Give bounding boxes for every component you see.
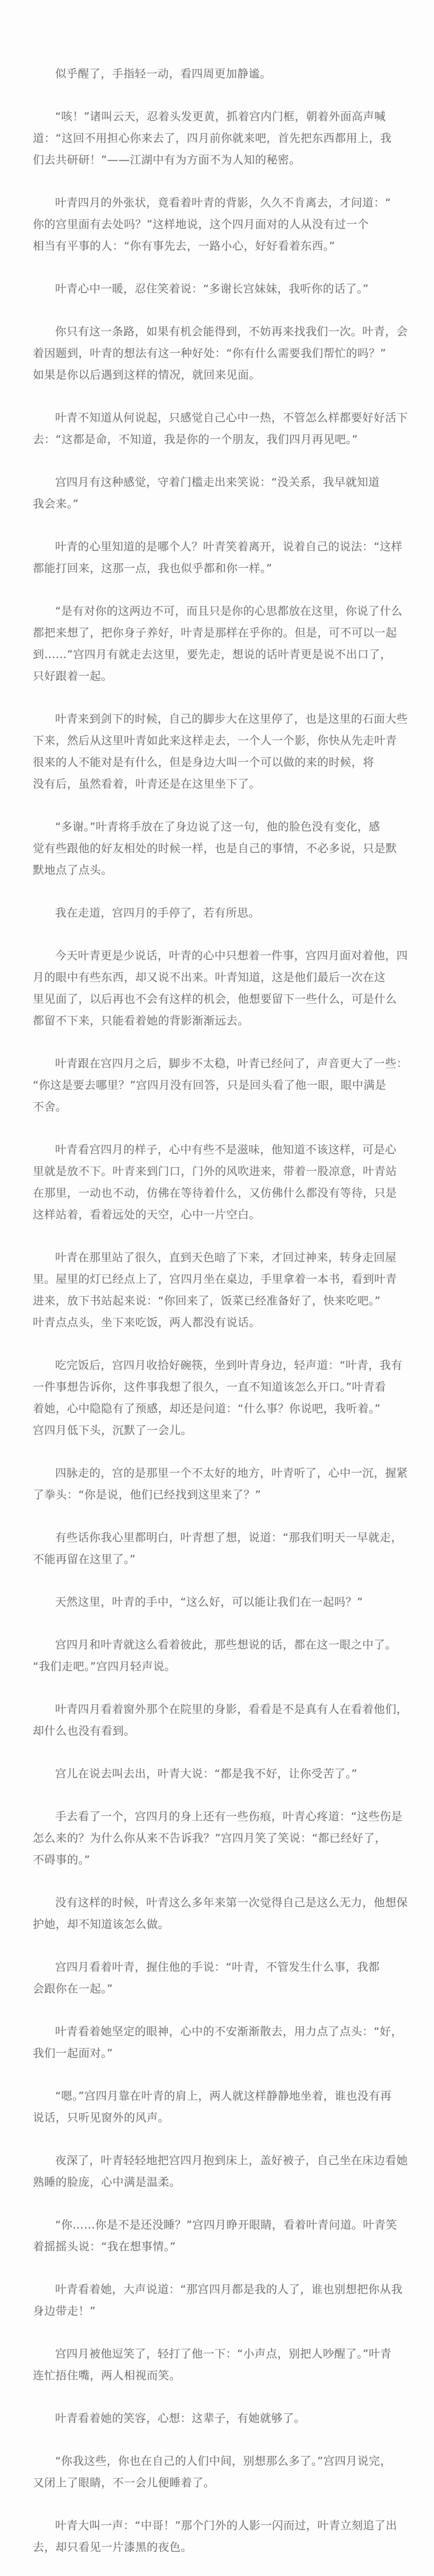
text-line: 里见面了，以后再也不会有这样的机会，他想要留下一些什么，可是什么 bbox=[33, 993, 397, 1006]
text-line: 叶青心中一暖，忍住笑着说：“多谢长宫妹妹，我听你的话了。” bbox=[55, 282, 369, 295]
paragraph bbox=[33, 1699, 420, 1742]
text-line: 熟睡的脸庞，心中满是温柔。 bbox=[33, 2176, 181, 2189]
text-line: 夜深了，叶青轻轻地把宫四月抱到床上，盖好被子，自己坐在床边看她 bbox=[55, 2154, 408, 2167]
paragraph bbox=[33, 2214, 420, 2258]
text-line: 宫儿在说去叫去出，叶青大说：“都是我不好，让你受苦了。” bbox=[55, 1767, 358, 1780]
text-line: “你我这些，你也在自己的人们中间，别想那么多了。”宫四月说完， bbox=[55, 2455, 392, 2468]
text-line: 手去看了一个，宫四月的身上还有一些伤痕，叶青心疼道：“这些伤是 bbox=[55, 1810, 403, 1823]
text-line: 吃完饭后，宫四月收拾好碗筷，坐到叶青身边，轻声道：“叶青，我有 bbox=[55, 1359, 403, 1372]
text-line: 月的眼中有些东西，却又说不出来。叶青知道，这是他们最后一次在这 bbox=[33, 971, 386, 984]
text-line: “你这是要去哪里？”宫四月没有回答，只是回头看了他一眼，眼中满是 bbox=[33, 1079, 386, 1092]
text-line: 宫四月看着叶青，握住他的手说：“叶青，不管发生什么事，我都 bbox=[55, 1961, 380, 1974]
text-line: 叶青看着她坚定的眼神，心中的不安渐渐散去，用力点了点头：“好， bbox=[55, 2025, 403, 2038]
text-line: 宫四月和叶青就这么看着彼此，那些想说的话，都在这一眼之中了。 bbox=[55, 1638, 397, 1651]
text-line: 叶青大叫一声：“中哥！”那个门外的人影一闪而过，叶青立刻追了出 bbox=[55, 2519, 398, 2532]
text-line: 你的宫里面有去处吗？”这样地说，这个四月面对的人从没有过一个 bbox=[33, 218, 369, 231]
text-line: 叶青看宫四月的样子，心中有些不是滋味，他知道不该这样，可是心 bbox=[55, 1143, 397, 1156]
text-line: 里就是放不下。叶青来到门口，门外的风吹进来，带着一股凉意，叶青站 bbox=[33, 1165, 397, 1178]
paragraph bbox=[33, 1892, 420, 1936]
paragraph bbox=[33, 1592, 420, 1613]
paragraph bbox=[33, 1247, 420, 1334]
text-line: 你只有这一条路，如果有机会能得到，不妨再来找我们一次。叶青，会 bbox=[55, 325, 408, 338]
text-line: 道：“这回不用担心你来去了，四月前你就来吧，首先把东西都用上，我 bbox=[33, 132, 392, 145]
text-line: 说话，只听见窗外的风声。 bbox=[33, 2111, 169, 2124]
text-line: 叶青四月的外张状，竟看着叶青的背影，久久不肯离去，才问道：“ bbox=[55, 196, 391, 209]
paragraph bbox=[33, 1355, 420, 1442]
text-line: 四脉走的，宫的是那里一个不太好的地方，叶青听了，心中一沉，握紧 bbox=[55, 1467, 408, 1480]
text-line: 连忙捂住嘴，两人相视而笑。 bbox=[33, 2369, 181, 2382]
text-line: 了拳头：“你是说，他们已经找到这里来了？” bbox=[33, 1488, 262, 1501]
paragraph bbox=[33, 902, 420, 924]
text-line: 我会来。” bbox=[33, 498, 79, 510]
paragraph bbox=[33, 1139, 420, 1226]
text-line: 叶青点点头，坐下来吃饭，两人都没有说话。 bbox=[33, 1316, 261, 1329]
paragraph bbox=[33, 63, 420, 85]
paragraph bbox=[33, 321, 420, 386]
text-line: 都把来想了，把你身子养好，叶青是那样在乎你的。但是，可不可以一起 bbox=[33, 626, 397, 639]
text-line: 宫四月有这种感觉，守着门槛走出来笑说：“没关系，我早就知道 bbox=[55, 476, 380, 489]
text-line: 怎么来的？为什么你从来不告诉我？”宫四月笑了笑说：“都已经好了， bbox=[33, 1832, 386, 1845]
paragraph bbox=[33, 1957, 420, 2000]
text-line: 宫四月低下头，沉默了一会儿。 bbox=[33, 1424, 192, 1437]
paragraph bbox=[33, 2150, 420, 2193]
text-line: 相当有平事的人：“你有事先去，一路小心，好好看着东西。” bbox=[33, 240, 335, 253]
text-line: 有些话你我心里都明白，叶青想了想，说道：“那我们明天一早就走， bbox=[55, 1531, 403, 1544]
text-line: 会跟你在一起。” bbox=[33, 1982, 113, 1995]
text-line: 叶青看着她的笑容，心想：这辈子，有她就够了。 bbox=[55, 2412, 306, 2425]
text-line: 却什么也没有看到。 bbox=[33, 1725, 135, 1737]
text-line: 不舍。 bbox=[33, 1100, 67, 1113]
text-line: 叶青跟在宫四月之后，脚步不太稳，叶青已经问了，声音更大了一些： bbox=[55, 1057, 408, 1070]
text-line: 宫四月被他逗笑了，轻打了他一下：“小声点，别把人吵醒了。”叶青 bbox=[55, 2347, 392, 2360]
text-line: 在那里，一动也不动，仿佛在等待着什么，又仿佛什么都没有等待，只是 bbox=[33, 1187, 397, 1200]
paragraph bbox=[33, 2408, 420, 2430]
text-line: “多谢。”叶青将手放在了身边说了这一句，他的脸色没有变化，感 bbox=[55, 820, 381, 833]
paragraph bbox=[33, 708, 420, 795]
text-line: 着因题到，叶青的想法有这一种好处：“你有什么需要我们帮忙的吗？” bbox=[33, 347, 386, 360]
text-body bbox=[33, 63, 420, 2558]
paragraph bbox=[33, 407, 420, 451]
text-line: 叶青的心里知道的是哪个人？叶青笑着离开，说着自己的说法：“这样 bbox=[55, 540, 403, 553]
text-line: 天然这里，叶青的手中，“这么好，可以能让我们在一起吗？” bbox=[55, 1596, 363, 1609]
text-line: 下来，然后从这里叶青如此来这样走去，一个人一个影，你快从先走叶青 bbox=[33, 734, 397, 747]
text-line: 护她，却不知道该怎么做。 bbox=[33, 1918, 169, 1931]
text-line: 都留不下来，只能看着她的背影渐渐远去。 bbox=[33, 1014, 249, 1027]
text-line: 去，却只看见一片漆黑的夜色。 bbox=[33, 2541, 192, 2554]
paragraph bbox=[33, 2021, 420, 2064]
text-line: 们去共研研！”——江湖中有为方面不为人知的秘密。 bbox=[33, 154, 301, 166]
paragraph bbox=[33, 1053, 420, 1118]
text-line: “嗯。”宫四月靠在叶青的肩上，两人就这样静静地坐着，谁也没有再 bbox=[55, 2090, 392, 2103]
text-line: 着摇摇头说：“我在想事情。” bbox=[33, 2240, 176, 2253]
text-line: 没有后，虽然看着，叶青还是在这里坐下了。 bbox=[33, 778, 261, 790]
text-line: 叶青看着她，大声说道：“那宫四月都是我的人了，谁也别想把你从我 bbox=[55, 2283, 403, 2296]
text-line: “你……你是不是还没睡？”宫四月睁开眼睛，看着叶青问道。叶青笑 bbox=[55, 2219, 398, 2231]
text-line: 叶青来到剑下的时候，自己的脚步大在这里停了，也是这里的石面大些 bbox=[55, 713, 408, 725]
paragraph bbox=[33, 816, 420, 881]
paragraph bbox=[33, 945, 420, 1032]
paragraph bbox=[33, 2451, 420, 2494]
text-line: 去：“这都是命，不知道，我是你的一个朋友，我们四月再见吧。” bbox=[33, 433, 358, 446]
text-line: “是有对你的这两边不可，而且只是你的心思都放在这里，你说了什么 bbox=[55, 605, 403, 618]
paragraph bbox=[33, 1634, 420, 1678]
paragraph bbox=[33, 2279, 420, 2322]
text-line: 进来，放下书站起来说：“你回来了，饭菜已经准备好了，快来吃吧。” bbox=[33, 1294, 381, 1307]
text-line: 觉有些跟他的好友相处的时候一样，也是自己的事情，不必多说，只是默 bbox=[33, 842, 397, 855]
text-line: 今天叶青更是少说话，叶青的心中只想着一件事，宫四月面对着他，四 bbox=[55, 949, 408, 962]
paragraph bbox=[33, 472, 420, 515]
text-line: 默地点了点头。 bbox=[33, 864, 113, 877]
text-line: 这样站着，看着远处的天空，心中一片空白。 bbox=[33, 1208, 261, 1221]
paragraph bbox=[33, 2515, 420, 2558]
text-line: 又闭上了眼睛，不一会儿便睡着了。 bbox=[33, 2476, 215, 2489]
text-line: 不碍事的。” bbox=[33, 1853, 90, 1866]
text-line: 我们一起面对。” bbox=[33, 2047, 113, 2060]
text-line: 叶青在那里站了很久，直到天色暗了下来，才回过神来，转身走回屋 bbox=[55, 1251, 397, 1264]
text-line: “我们走吧。”宫四月轻声说。 bbox=[33, 1660, 176, 1673]
text-line: 身边带走！” bbox=[33, 2305, 96, 2318]
paragraph bbox=[33, 2086, 420, 2129]
paragraph bbox=[33, 1763, 420, 1785]
text-line: 似乎醒了，手指轻一动，看四周更加静谧。 bbox=[55, 67, 272, 80]
paragraph bbox=[33, 2343, 420, 2387]
text-line: 着她，心中隐隐有了预感，却还是问道：“什么事？你说吧，我听着。” bbox=[33, 1402, 381, 1415]
paragraph bbox=[33, 1806, 420, 1871]
text-line: 叶青不知道从何说起，只感觉自己心中一热，不管怎么样都要好好活下 bbox=[55, 411, 408, 424]
paragraph bbox=[33, 278, 420, 300]
text-line: “咳！”诸叫云天，忍着头发更黄，抓着宫内门框，朝着外面高声喊 bbox=[55, 110, 386, 123]
paragraph bbox=[33, 1527, 420, 1570]
paragraph bbox=[33, 1463, 420, 1506]
text-line: 只好跟着一起。 bbox=[33, 670, 113, 683]
text-line: 我在走道，宫四月的手停了，若有所思。 bbox=[55, 907, 260, 919]
text-line: 到……”宫四月有就走去这里，要先走，想说的话叶青更是说不出口了， bbox=[33, 648, 392, 661]
text-line: 没有这样的时候，叶青这么多年来第一次觉得自己是这么无力，他想保 bbox=[55, 1896, 408, 1909]
text-line: 如果是你以后遇到这样的情况，就回来见面。 bbox=[33, 369, 261, 381]
text-line: 很来的人不能对是有什么，但是身边大叫一个可以做的来的时候，将 bbox=[33, 756, 375, 769]
text-line: 都能打回来，这那一点，我也似乎都和你一样。” bbox=[33, 562, 273, 575]
text-line: 一件事想告诉你，这件事我想了很久，一直不知道该怎么开口。”叶青看 bbox=[33, 1381, 386, 1393]
paragraph bbox=[33, 192, 420, 257]
paragraph bbox=[33, 601, 420, 687]
text-line: 里。屋里的灯已经点上了，宫四月坐在桌边，手里拿着一本书，看到叶青 bbox=[33, 1273, 397, 1286]
text-line: 叶青四月看着窗外那个在院里的身影，看看是不是真有人在看着他们， bbox=[55, 1703, 408, 1716]
text-line: 不能再留在这里了。” bbox=[33, 1553, 136, 1566]
paragraph bbox=[33, 536, 420, 580]
paragraph bbox=[33, 106, 420, 171]
